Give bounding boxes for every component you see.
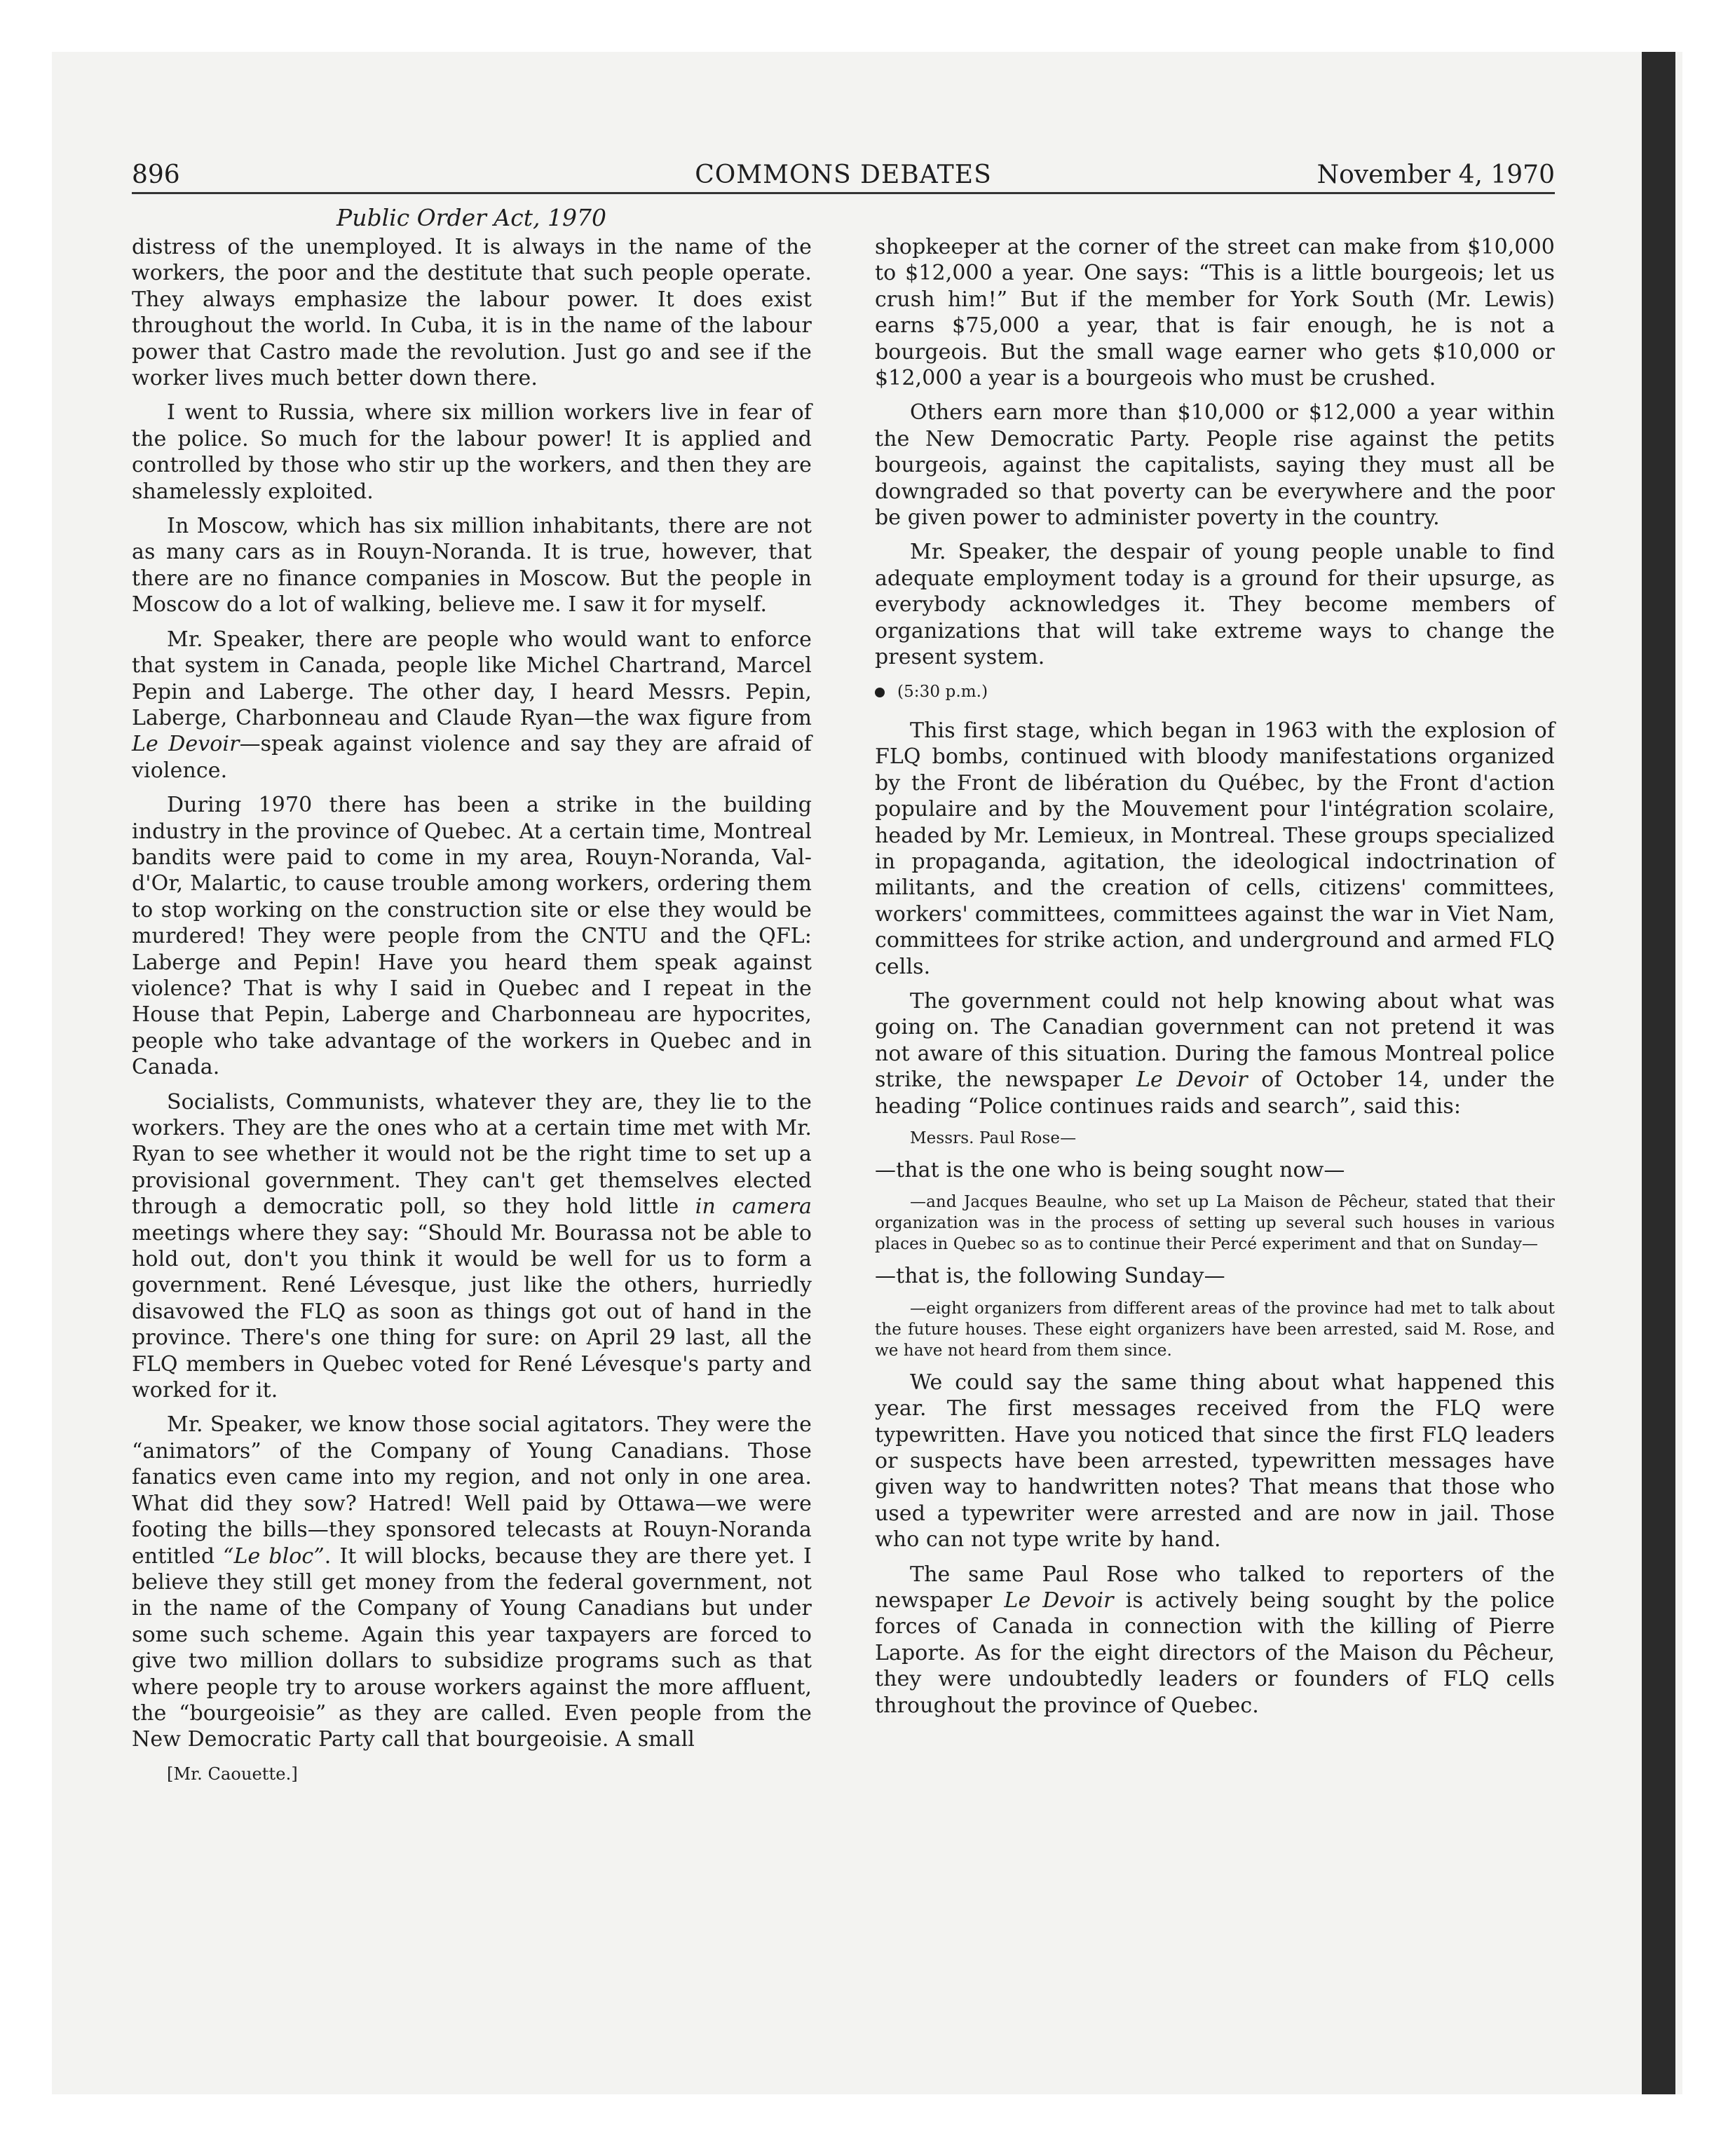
left-column bbox=[132, 234, 812, 1796]
text-run: is actively being sought by the police forces of Canada in connection with the killing of Pierre Laporte. As for the eight directors of the Maison du Pêcheur, they were undoubtedly leaders or founders of FLQ cells throughout the province of Quebec. bbox=[875, 1588, 1555, 1718]
document-page bbox=[132, 156, 1555, 1796]
text-run: The same Paul Rose who talked to reporters of the newspaper bbox=[875, 1562, 1555, 1613]
quotation: —eight organizers from different areas of the province had met to talk about the future houses. These eight organizers have been arrested, said M. Rose, and we have not heard from them since. bbox=[875, 1299, 1555, 1360]
right-column bbox=[875, 234, 1555, 1796]
text-run: . It will blocks, because they are there yet. I believe they still get money from the federal government, not in the name of the Company of Young Canadians but under some such scheme. Again this year taxpayers are forced to give two million dollars to subsidize programs such as that where people try to arouse workers against the more affluent, the “bourgeoisie” as they are called. Even people from the New Democratic Party call that bourgeoisie. A small bbox=[132, 1543, 812, 1752]
italic-text: “Le bloc” bbox=[223, 1543, 325, 1569]
quotation: —and Jacques Beaulne, who set up La Maison de Pêcheur, stated that their organization was in the process of setting up several such houses in various places in Quebec so as to continue their Percé experiment and that on Sunday— bbox=[875, 1193, 1555, 1254]
text-run: of October 14, under the heading “Police continues raids and search”, said this: bbox=[875, 1067, 1555, 1119]
paragraph bbox=[875, 988, 1555, 1119]
paragraph: This first stage, which began in 1963 with the explosion of FLQ bombs, continued with bloody manifestations organized by the Front de libération du Québec, by the Front d'action populaire and by the Mouvement pour l'intégration scolaire, headed by Mr. Lemieux, in Montreal. These groups specialized in propaganda, agitation, the ideological indoctrination of militants, and the creation of cells, citizens' committees, workers' committees, committees against the war in Viet Nam, committees for strike action, and underground and armed FLQ cells. bbox=[875, 718, 1555, 979]
paragraph: Others earn more than $10,000 or $12,000 a year within the New Democratic Party. People rise against the petits bourgeois, against the capitalists, saying they must all be downgraded so that poverty can be everywhere and the poor be given power to administer poverty in the country. bbox=[875, 400, 1555, 531]
italic-text: Le Devoir bbox=[1136, 1067, 1248, 1093]
page-header bbox=[132, 156, 1555, 194]
paragraph: Mr. Speaker, the despair of young people unable to find adequate employment today is a ground for their upsurge, as everybody acknowledges it. They become members of organizations that will take extreme ways to change the present system. bbox=[875, 540, 1555, 670]
speaker-attribution: [Mr. Caouette.] bbox=[167, 1763, 298, 1784]
page-number: 896 bbox=[132, 161, 180, 189]
interjection: —that is, the following Sunday— bbox=[875, 1264, 1225, 1289]
italic-text: Le Devoir bbox=[132, 732, 240, 757]
italic-text: Le Devoir bbox=[1004, 1588, 1114, 1613]
text-run: Mr. Speaker, we know those social agitators. They were the “animators” of the Company of Young Canadians. Those fanatics even came into my region, and not only in one area. What did they sow? Hatred! Well paid by Ottawa—we were footing the bills—they sponsored telecasts at Rouyn-Noranda entitled bbox=[132, 1412, 812, 1569]
paragraph: I went to Russia, where six million workers live in fear of the police. So much for the labour power! It is applied and controlled by those who stir up the workers, and then they are shamelessly exploited. bbox=[132, 400, 812, 504]
paragraph bbox=[132, 1089, 812, 1404]
paragraph: We could say the same thing about what happened this year. The first messages received from the FLQ were typewritten. Have you noticed that since the first FLQ leaders or suspects have been arrested, typewritten messages have given way to handwritten notes? That means that those who used a typewriter were arrested and are now in jail. Those who can not type write by hand. bbox=[875, 1370, 1555, 1553]
quotation: Messrs. Paul Rose— bbox=[910, 1129, 1077, 1147]
paragraph bbox=[132, 1412, 812, 1752]
text-run: —speak against violence and say they are afraid of violence. bbox=[132, 732, 812, 783]
text-run: The government could not help knowing about what was going on. The Canadian government can not pretend it was not aware of this situation. During the famous Montreal police strike, the newspaper bbox=[875, 988, 1555, 1093]
timestamp-text: (5:30 p.m.) bbox=[897, 682, 988, 701]
page-date: November 4, 1970 bbox=[1316, 161, 1555, 189]
italic-text: in camera bbox=[695, 1194, 812, 1220]
text-run: Mr. Speaker, there are people who would want to enforce that system in Canada, people like Michel Chartrand, Marcel Pepin and Laberge. The other day, I heard Messrs. Pepin, Laberge, Charbonneau and Claude Ryan—the wax figure from bbox=[132, 627, 812, 730]
text-run: meetings where they say: “Should Mr. Bourassa not be able to hold out, don't you think it would be well for us to form a government. René Lévesque, just like the others, hurriedly disavowed the FLQ as soon as things got out of hand in the province. There's one thing for sure: on April 29 last, all the FLQ members in Quebec voted for René Lévesque's party and worked for it. bbox=[132, 1220, 812, 1403]
paragraph bbox=[132, 627, 812, 784]
text-run: Socialists, Communists, whatever they are, they lie to the workers. They are the ones who at a certain time met with Mr. Ryan to see whether it would not be the right time to set up a provisional government. They can't get themselves elected through a democratic poll, so they hold little bbox=[132, 1089, 812, 1220]
subject-heading: Public Order Act, 1970 bbox=[336, 204, 606, 231]
paragraph: shopkeeper at the corner of the street can make from $10,000 to $12,000 a year. One says: “This is a little bourgeois; let us crush him!” But if the member for York South (Mr. Lewis) earns $75,000 a year, that is fair enough, he is not a bourgeois. But the small wage earner who gets $10,000 or $12,000 a year is a bourgeois who must be crushed. bbox=[875, 235, 1555, 391]
interjection: —that is the one who is being sought now— bbox=[875, 1158, 1345, 1182]
paragraph bbox=[875, 1562, 1555, 1719]
text-columns bbox=[132, 234, 1555, 1796]
paragraph: During 1970 there has been a strike in the building industry in the province of Quebec. At a certain time, Montreal bandits were paid to come in my area, Rouyn-Noranda, Val-d'Or, Malartic, to cause trouble among workers, ordering them to stop working on the construction site or else they would be murdered! They were people from the CNTU and the QFL: Laberge and Pepin! Have you heard them speak against violence? That is why I said in Quebec and I repeat in the House that Pepin, Laberge and Charbonneau are hypocrites, people who take advantage of the workers in Quebec and in Canada. bbox=[132, 793, 812, 1080]
scan-edge-bar bbox=[1642, 52, 1675, 2094]
timestamp bbox=[875, 679, 1555, 705]
paragraph: distress of the unemployed. It is always in the name of the workers, the poor and the destitute that such people operate. They always emphasize the labour power. It does exist throughout the world. In Cuba, it is in the name of the labour power that Castro made the revolution. Just go and see if the worker lives much better down there. bbox=[132, 235, 812, 391]
publication-title: COMMONS DEBATES bbox=[695, 161, 992, 189]
paragraph: In Moscow, which has six million inhabitants, there are not as many cars as in Rouyn-Noranda. It is true, however, that there are no finance companies in Moscow. But the people in Moscow do a lot of walking, believe me. I saw it for myself. bbox=[132, 514, 812, 618]
bullet-icon bbox=[875, 688, 885, 697]
